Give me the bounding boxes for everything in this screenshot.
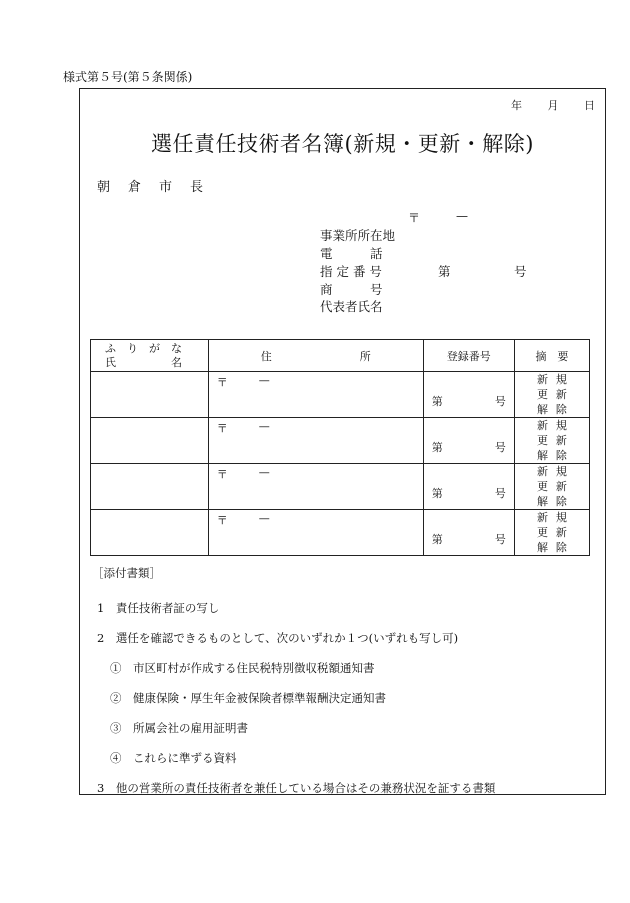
remark-cancel: 解除 <box>536 403 575 416</box>
table-row <box>91 372 590 418</box>
row-dai: 第 <box>431 441 443 454</box>
remarks-cell[interactable] <box>514 510 589 556</box>
remarks-cell[interactable] <box>514 464 589 510</box>
attachment-subitem: ④ これらに準ずる資料 <box>110 751 237 765</box>
attachment-subitem: ② 健康保険・厚生年金被保険者標準報酬決定通知書 <box>110 691 386 705</box>
table-row <box>91 418 590 464</box>
form-label: 様式第５号(第５条関係) <box>63 70 193 84</box>
remark-cancel: 解除 <box>536 449 575 462</box>
row-go: 号 <box>494 533 506 546</box>
remarks-cell[interactable] <box>514 372 589 418</box>
registration-table <box>90 339 590 556</box>
remark-renew: 更新 <box>536 434 575 447</box>
header-address: 住 所 <box>208 340 423 372</box>
date-line <box>489 97 595 113</box>
row-postal-mark: 〒 <box>216 468 228 481</box>
attachments-header: ［添付書類］ <box>92 566 161 580</box>
row-dai: 第 <box>431 487 443 500</box>
row-postal-mark: 〒 <box>216 514 228 527</box>
table-header-row <box>91 340 590 372</box>
header-furigana: ふ り が な <box>105 341 182 355</box>
representative-label: 代表者氏名 <box>320 299 383 314</box>
reg-number-cell[interactable] <box>423 510 514 556</box>
row-go: 号 <box>494 395 506 408</box>
row-go: 号 <box>494 487 506 500</box>
remark-renew: 更新 <box>536 388 575 401</box>
applicant-postal-mark: 〒 <box>408 211 421 225</box>
remark-new: 新規 <box>536 373 575 386</box>
table-row <box>91 464 590 510</box>
attachment-item: 2 選任を確認できるものとして、次のいずれか１つ(いずれも写し可) <box>97 631 459 645</box>
remark-new: 新規 <box>536 511 575 524</box>
header-reg-number: 登録番号 <box>423 340 514 372</box>
row-go: 号 <box>494 441 506 454</box>
row-postal-dash: — <box>258 420 270 433</box>
row-postal-dash: — <box>258 512 270 525</box>
date-year: 年 <box>511 99 522 112</box>
remark-cancel: 解除 <box>536 541 575 554</box>
reg-number-cell[interactable] <box>423 464 514 510</box>
row-postal-mark: 〒 <box>216 422 228 435</box>
remark-renew: 更新 <box>536 526 575 539</box>
applicant-postal-dash: — <box>456 209 468 223</box>
remark-new: 新規 <box>536 465 575 478</box>
addressee: 朝倉市長 <box>97 180 222 195</box>
row-postal-mark: 〒 <box>216 376 228 389</box>
remark-new: 新規 <box>536 419 575 432</box>
page-title: 選任責任技術者名簿(新規・更新・解除) <box>151 132 534 156</box>
trade-name-label: 商 号 <box>320 282 383 297</box>
reg-number-cell[interactable] <box>423 372 514 418</box>
attachment-item: 1 責任技術者証の写し <box>97 601 220 615</box>
attachment-item: 3 他の営業所の責任技術者を兼任している場合はその兼務状況を証する書類 <box>97 781 496 795</box>
row-postal-dash: — <box>258 374 270 387</box>
address-cell[interactable] <box>208 464 423 510</box>
date-month: 月 <box>547 99 559 112</box>
designation-number-dai: 第 <box>438 264 451 279</box>
designation-number-go: 号 <box>514 264 527 279</box>
address-cell[interactable] <box>208 510 423 556</box>
remark-renew: 更新 <box>536 480 575 493</box>
table-row <box>91 510 590 556</box>
name-cell[interactable] <box>91 510 209 556</box>
address-cell[interactable] <box>208 418 423 464</box>
name-cell[interactable] <box>91 372 209 418</box>
header-name-label: 氏 名 <box>105 355 182 369</box>
remarks-cell[interactable] <box>514 418 589 464</box>
name-cell[interactable] <box>91 464 209 510</box>
row-dai: 第 <box>431 533 443 546</box>
reg-number-cell[interactable] <box>423 418 514 464</box>
remark-cancel: 解除 <box>536 495 575 508</box>
address-cell[interactable] <box>208 372 423 418</box>
header-remarks: 摘 要 <box>514 340 589 372</box>
header-name <box>91 340 209 372</box>
office-location-label: 事業所所在地 <box>320 228 396 243</box>
attachment-subitem: ① 市区町村が作成する住民税特別徴収税額通知書 <box>110 661 375 675</box>
date-day: 日 <box>584 99 595 112</box>
row-dai: 第 <box>431 395 443 408</box>
phone-label: 電 話 <box>320 246 383 261</box>
designation-number-label: 指 定 番 号 <box>320 264 382 279</box>
attachment-subitem: ③ 所属会社の雇用証明書 <box>110 721 248 735</box>
name-cell[interactable] <box>91 418 209 464</box>
row-postal-dash: — <box>258 466 270 479</box>
